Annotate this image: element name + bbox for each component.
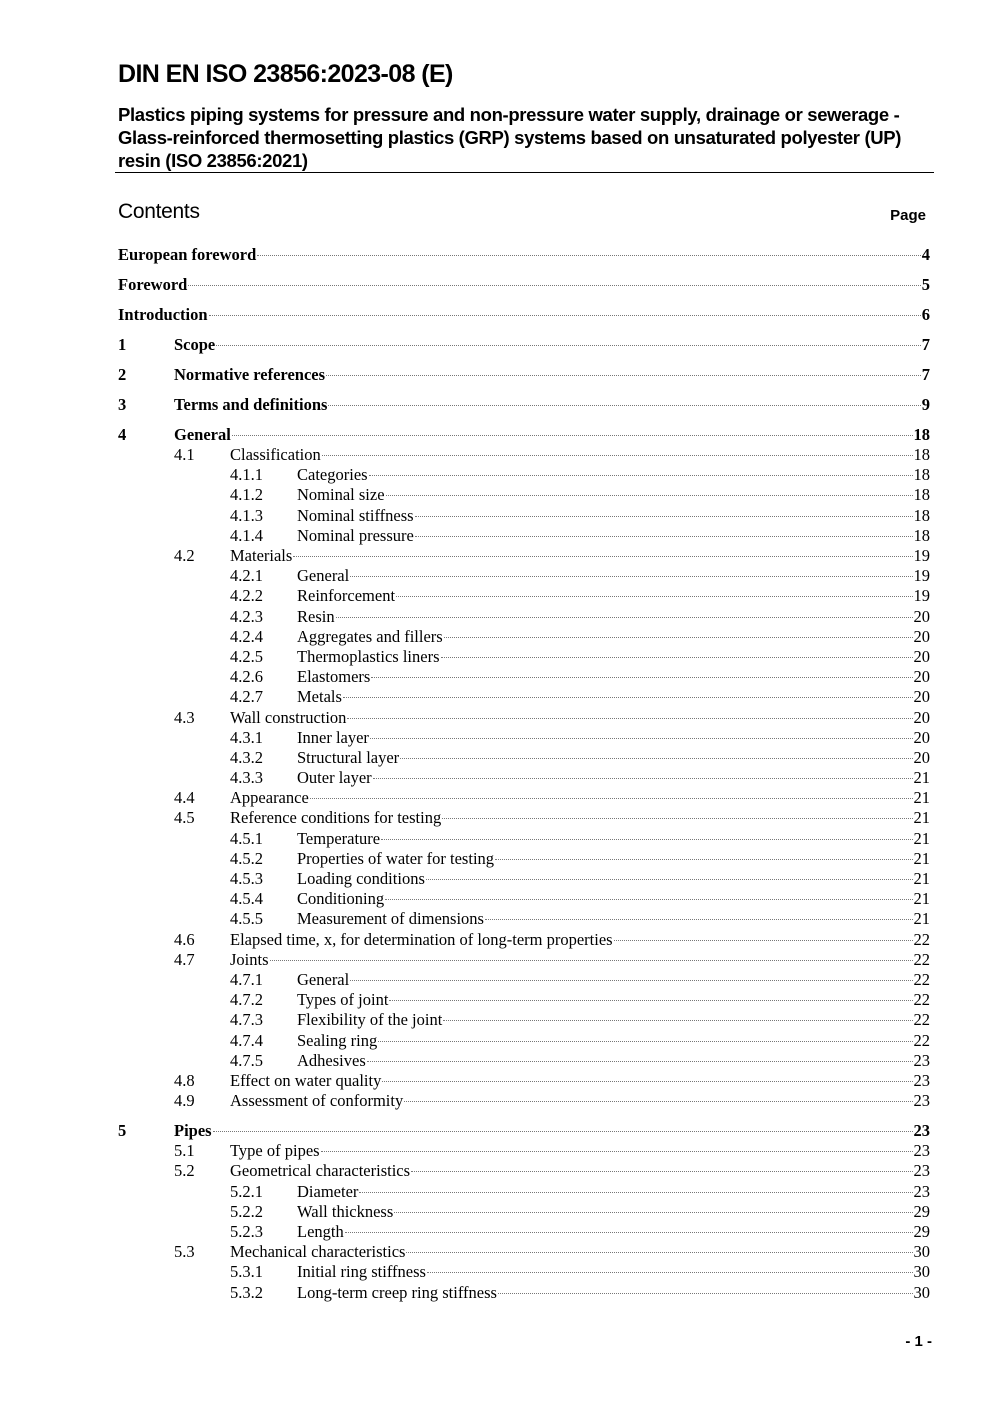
toc-entry[interactable] [118,566,930,586]
toc-entry-number: 4.5.4 [230,889,263,909]
dot-leader [614,940,913,941]
dot-leader [257,255,920,256]
dot-leader [373,778,913,779]
dot-leader [495,859,912,860]
toc-entry-page: 21 [913,909,930,929]
toc-entry-title: Effect on water quality [230,1070,382,1090]
dot-leader [389,1000,912,1001]
toc-entry[interactable] [118,586,930,606]
toc-entry-title: Categories [297,465,368,485]
toc-entry[interactable] [118,506,930,526]
dot-leader [310,798,913,799]
toc-entry-page: 22 [913,949,930,969]
toc-entry-page: 18 [913,505,930,525]
dot-leader [371,677,912,678]
toc-entry-number: 4.7.4 [230,1030,263,1050]
toc-entry-number: 4.2.4 [230,626,263,646]
toc-entry[interactable] [118,245,930,265]
dot-leader [411,1171,912,1172]
toc-entry-number: 4.3 [174,707,195,727]
toc-entry-number: 4.3.1 [230,727,263,747]
toc-entry-title: Wall thickness [297,1201,394,1221]
toc-entry[interactable] [118,627,930,647]
toc-entry-number: 4.2 [174,546,195,566]
toc-entry-page: 18 [913,525,930,545]
toc-entry-number: 4.1.2 [230,485,263,505]
toc-entry-title: Conditioning [297,889,385,909]
toc-entry-title: Normative references [174,364,326,384]
toc-entry-page: 22 [913,1010,930,1030]
toc-entry-number: 4.2.3 [230,606,263,626]
toc-entry[interactable] [118,425,930,445]
dot-leader [270,960,913,961]
toc-entry-page: 29 [913,1222,930,1242]
dot-leader [216,345,921,346]
toc-entry-number: 4.1.4 [230,525,263,545]
toc-entry-number: 4.2.5 [230,646,263,666]
toc-entry-title: Foreword [118,274,188,294]
toc-entry-number: 4 [118,424,127,444]
dot-leader [367,1061,913,1062]
toc-entry-number: 4.1 [174,445,195,465]
toc-entry-number: 1 [118,334,127,354]
toc-entry[interactable] [118,445,930,465]
toc-entry-number: 4.6 [174,929,195,949]
toc-entry[interactable] [118,1121,930,1141]
toc-entry-number: 4.8 [174,1070,195,1090]
dot-leader [350,576,912,577]
toc-entry[interactable] [118,305,930,325]
dot-leader [406,1252,912,1253]
toc-entry[interactable] [118,1161,930,1181]
toc-entry-number: 4.2.2 [230,586,263,606]
toc-entry-page: 23 [913,1161,930,1181]
dot-leader [378,1041,912,1042]
dot-leader [386,495,913,496]
toc-entry-page: 21 [913,869,930,889]
toc-entry-number: 2 [118,364,127,384]
toc-entry[interactable] [118,647,930,667]
toc-entry-title: Assessment of conformity [230,1091,404,1111]
dot-leader [322,455,913,456]
toc-entry-title: Mechanical characteristics [230,1242,406,1262]
toc-entry[interactable] [118,909,930,929]
dot-leader [443,1020,912,1021]
toc-entry-page: 30 [913,1282,930,1302]
toc-entry[interactable] [118,1242,930,1262]
dot-leader [293,556,912,557]
toc-entry-number: 5.2 [174,1161,195,1181]
dot-leader [381,839,912,840]
toc-entry-page: 22 [913,990,930,1010]
toc-entry-page: 21 [913,828,930,848]
toc-entry[interactable] [118,950,930,970]
toc-entry-number: 4.2.1 [230,566,263,586]
toc-entry-number: 4.1.1 [230,465,263,485]
toc-entry-title: Loading conditions [297,869,425,889]
toc-entry-title: Structural layer [297,747,400,767]
toc-entry-page: 19 [913,566,930,586]
dot-leader [326,375,921,376]
toc-entry-number: 4.5.2 [230,848,263,868]
toc-entry-title: Diameter [297,1181,359,1201]
toc-entry[interactable] [118,990,930,1010]
toc-entry-title: Adhesives [297,1050,366,1070]
toc-entry[interactable] [118,849,930,869]
toc-entry-page: 21 [913,808,930,828]
toc-entry[interactable] [118,335,930,355]
toc-entry[interactable] [118,465,930,485]
toc-entry-title: Classification [230,445,321,465]
dot-leader [209,315,921,316]
toc-entry-title: Geometrical characteristics [230,1161,411,1181]
document-identifier: DIN EN ISO 23856:2023-08 (E) [118,60,453,88]
toc-entry-title: Metals [297,687,342,707]
dot-leader [394,1212,912,1213]
dot-leader [213,1131,913,1132]
toc-entry-page: 19 [913,546,930,566]
toc-entry[interactable] [118,889,930,909]
toc-entry-number: 4.2.6 [230,667,263,687]
toc-entry-number: 5.1 [174,1141,195,1161]
dot-leader [498,1293,913,1294]
toc-entry[interactable] [118,728,930,748]
toc-entry-number: 4.7 [174,949,195,969]
table-of-contents [118,245,930,1303]
toc-entry-number: 3 [118,394,127,414]
dot-leader [415,516,913,517]
toc-entry-page: 18 [913,445,930,465]
toc-entry[interactable] [118,808,930,828]
toc-entry-page: 4 [921,245,930,264]
toc-entry-page: 20 [913,687,930,707]
toc-entry-page: 20 [913,606,930,626]
toc-entry-title: Aggregates and fillers [297,626,443,646]
dot-leader [385,899,912,900]
toc-entry-number: 4.7.1 [230,969,263,989]
toc-entry-page: 18 [913,465,930,485]
toc-entry-title: Pipes [174,1121,212,1141]
dot-leader [400,758,912,759]
toc-entry-page: 23 [913,1091,930,1111]
toc-entry-page: 22 [913,929,930,949]
dot-leader [444,637,913,638]
toc-entry-title: General [174,424,231,444]
toc-entry-title: Nominal stiffness [297,505,414,525]
toc-entry-page: 21 [913,788,930,808]
dot-leader [336,617,913,618]
toc-entry-page: 21 [913,848,930,868]
toc-entry-title: Reinforcement [297,586,396,606]
toc-entry[interactable] [118,1091,930,1111]
toc-entry-title: Nominal pressure [297,525,414,545]
toc-entry[interactable] [118,748,930,768]
toc-entry-page: 21 [913,768,930,788]
dot-leader [345,1232,913,1233]
dot-leader [350,980,912,981]
toc-entry-page: 20 [913,667,930,687]
title-divider [115,172,934,173]
toc-entry-page: 19 [913,586,930,606]
toc-entry-page: 23 [913,1050,930,1070]
toc-entry-title: General [297,969,350,989]
toc-entry[interactable] [118,485,930,505]
toc-entry-title: Scope [174,334,216,354]
toc-entry-page: 18 [913,424,930,444]
toc-entry-title: Elastomers [297,667,371,687]
toc-entry-number: 5.3 [174,1242,195,1262]
toc-entry-number: 4.5.3 [230,869,263,889]
dot-leader [369,475,913,476]
toc-entry-page: 5 [921,274,930,294]
toc-entry-page: 18 [913,485,930,505]
toc-entry-number: 4.7.2 [230,990,263,1010]
toc-entry[interactable] [118,546,930,566]
toc-entry-title: Outer layer [297,768,372,788]
toc-entry[interactable] [118,607,930,627]
dot-leader [347,718,912,719]
toc-entry-title: Properties of water for testing [297,848,495,868]
dot-leader [359,1192,912,1193]
dot-leader [188,285,920,286]
toc-entry-page: 20 [913,747,930,767]
toc-entry-number: 4.7.3 [230,1010,263,1030]
dot-leader [427,1272,913,1273]
toc-entry-number: 4.1.3 [230,505,263,525]
toc-entry[interactable] [118,1202,930,1222]
toc-entry-number: 4.2.7 [230,687,263,707]
toc-entry-number: 4.9 [174,1091,195,1111]
toc-entry-page: 9 [921,394,930,414]
dot-leader [343,697,913,698]
toc-entry-title: Introduction [118,304,208,324]
page-column-label: Page [890,207,926,224]
toc-entry-title: Flexibility of the joint [297,1010,443,1030]
toc-entry-title: Long-term creep ring stiffness [297,1282,497,1302]
toc-entry-title: Types of joint [297,990,389,1010]
toc-entry[interactable] [118,687,930,707]
toc-entry[interactable] [118,1031,930,1051]
toc-entry-title: Appearance [230,788,309,808]
toc-entry-page: 29 [913,1201,930,1221]
dot-leader [441,657,913,658]
toc-entry-number: 4.3.3 [230,768,263,788]
toc-entry-title: Terms and definitions [174,394,328,414]
toc-entry[interactable] [118,788,930,808]
toc-entry[interactable] [118,1222,930,1242]
toc-entry-page: 6 [921,304,930,324]
toc-entry-page: 23 [913,1181,930,1201]
toc-entry[interactable] [118,395,930,415]
dot-leader [370,738,913,739]
toc-entry-page: 22 [913,969,930,989]
toc-entry-number: 4.5 [174,808,195,828]
toc-entry-number: 4.3.2 [230,747,263,767]
toc-entry[interactable] [118,970,930,990]
toc-entry[interactable] [118,1262,930,1282]
toc-entry-number: 5.3.2 [230,1282,263,1302]
toc-entry[interactable] [118,526,930,546]
toc-entry-number: 5.3.1 [230,1262,263,1282]
dot-leader [404,1101,912,1102]
toc-entry-title: Elapsed time, x, for determination of long-term properties [230,929,613,949]
toc-entry[interactable] [118,708,930,728]
toc-entry-number: 4.5.5 [230,909,263,929]
dot-leader [321,1151,913,1152]
toc-entry-page: 30 [913,1262,930,1282]
toc-entry[interactable] [118,930,930,950]
toc-entry-title: Thermoplastics liners [297,646,440,666]
toc-entry-number: 4.4 [174,788,195,808]
toc-entry-number: 5 [118,1121,127,1141]
toc-entry[interactable] [118,1071,930,1091]
toc-entry[interactable] [118,1141,930,1161]
toc-entry[interactable] [118,275,930,295]
toc-entry-title: Resin [297,606,335,626]
toc-entry-number: 4.5.1 [230,828,263,848]
toc-entry[interactable] [118,829,930,849]
toc-entry-title: General [297,566,350,586]
toc-entry-page: 30 [913,1242,930,1262]
toc-entry-title: European foreword [118,245,257,264]
toc-entry-number: 4.7.5 [230,1050,263,1070]
toc-entry-title: Type of pipes [230,1141,320,1161]
document-title: Plastics piping systems for pressure and non-pressure water supply, drainage or sewerage - Glass-reinforced thermosetting plastics (GRP) systems based on unsaturated polyester (UP) resin (ISO 23856:2021) [118,104,902,171]
toc-entry[interactable] [118,365,930,385]
dot-leader [485,919,913,920]
dot-leader [396,596,912,597]
toc-entry-page: 21 [913,889,930,909]
toc-entry-page: 7 [921,334,930,354]
toc-entry-title: Sealing ring [297,1030,378,1050]
toc-entry[interactable] [118,1182,930,1202]
toc-entry-page: 23 [913,1121,930,1141]
toc-entry[interactable] [118,869,930,889]
toc-entry-title: Inner layer [297,727,369,747]
toc-entry-page: 20 [913,707,930,727]
dot-leader [328,405,920,406]
toc-entry[interactable] [118,1283,930,1303]
toc-entry-page: 22 [913,1030,930,1050]
toc-entry-number: 5.2.3 [230,1222,263,1242]
toc-entry-page: 20 [913,727,930,747]
toc-entry[interactable] [118,1010,930,1030]
toc-entry[interactable] [118,667,930,687]
dot-leader [442,818,912,819]
toc-entry-title: Joints [230,949,269,969]
toc-entry[interactable] [118,1051,930,1071]
toc-entry-title: Length [297,1222,344,1242]
toc-entry-title: Reference conditions for testing [230,808,442,828]
toc-entry-title: Initial ring stiffness [297,1262,426,1282]
toc-entry-page: 7 [921,364,930,384]
toc-entry-title: Nominal size [297,485,385,505]
toc-entry-page: 20 [913,646,930,666]
toc-entry-title: Materials [230,546,293,566]
dot-leader [426,879,913,880]
toc-entry-title: Measurement of dimensions [297,909,484,929]
toc-entry[interactable] [118,768,930,788]
toc-entry-page: 20 [913,626,930,646]
toc-entry-number: 5.2.1 [230,1181,263,1201]
toc-entry-title: Temperature [297,828,381,848]
toc-entry-page: 23 [913,1070,930,1090]
page-number: - 1 - [905,1333,932,1350]
dot-leader [232,435,913,436]
contents-heading: Contents [118,200,200,223]
toc-entry-title: Wall construction [230,707,347,727]
dot-leader [415,536,913,537]
dot-leader [382,1081,912,1082]
toc-entry-number: 5.2.2 [230,1201,263,1221]
toc-entry-page: 23 [913,1141,930,1161]
